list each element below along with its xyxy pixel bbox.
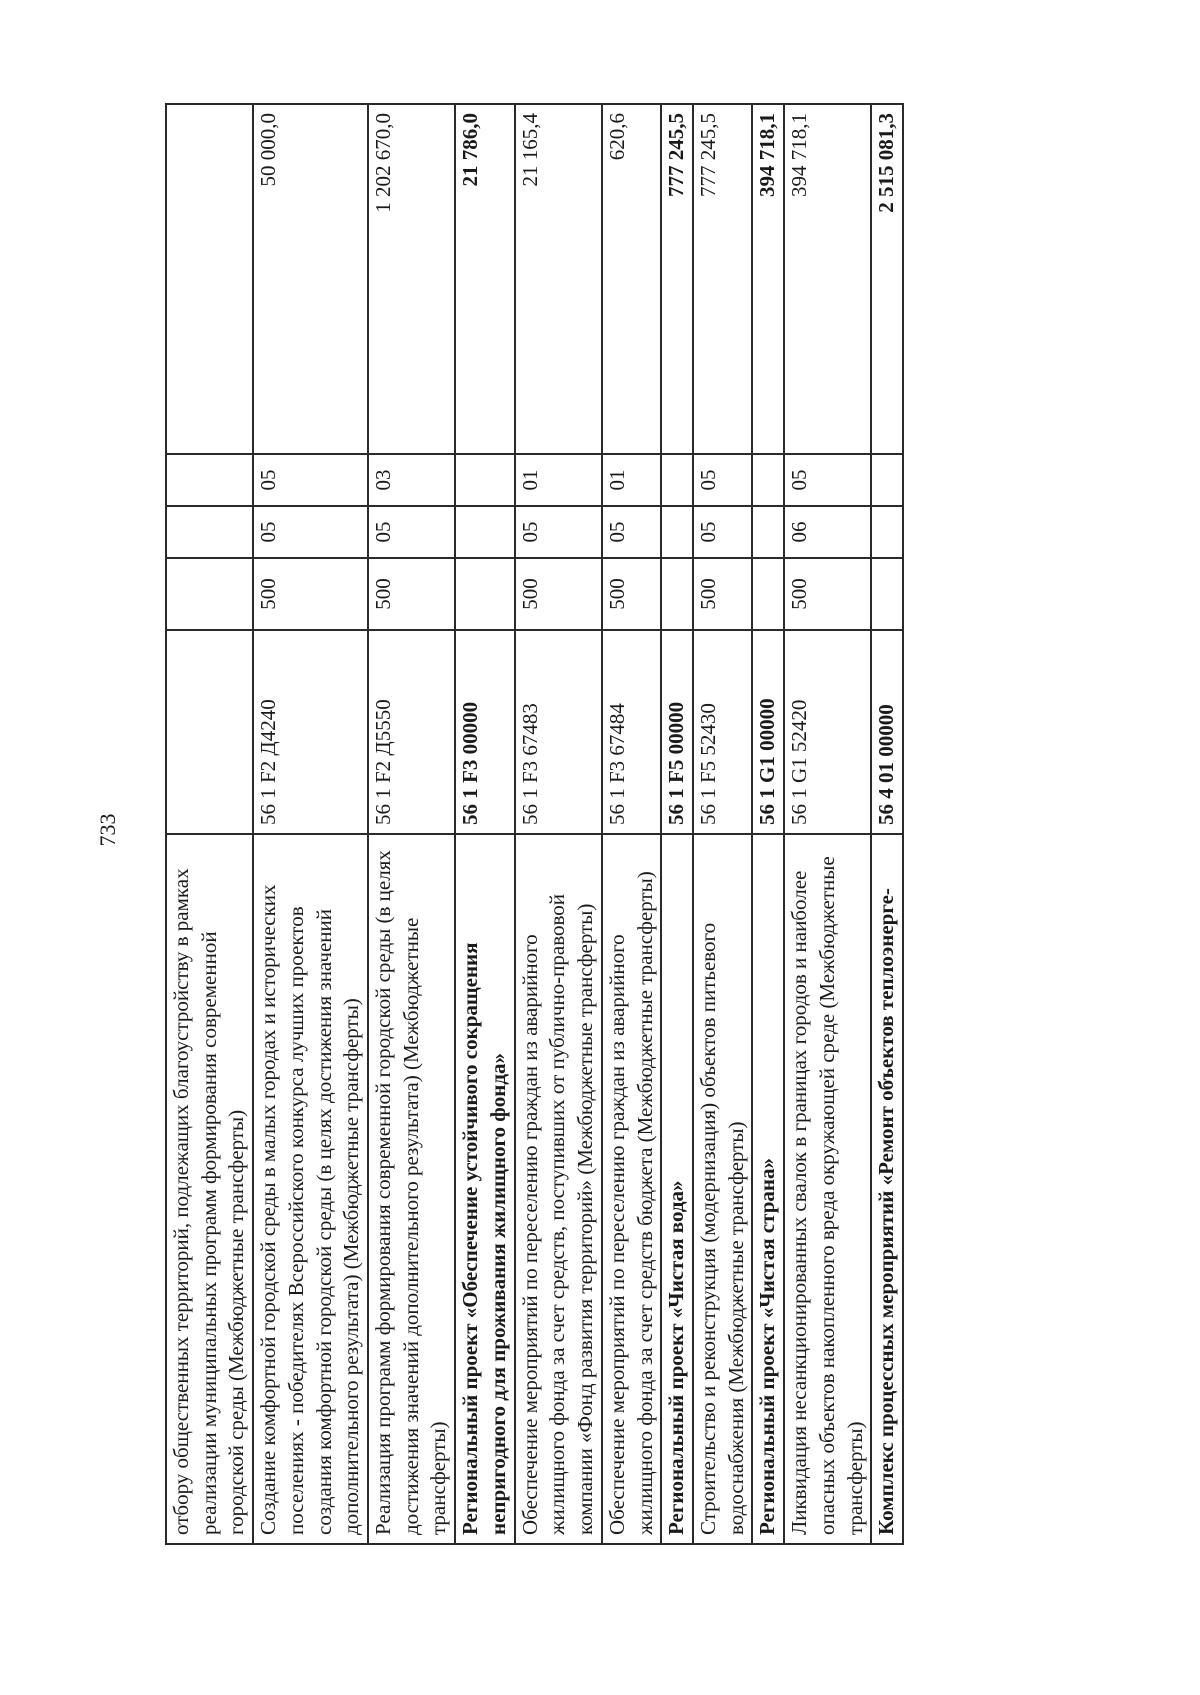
table-row bbox=[602, 104, 661, 1544]
row-section-code bbox=[455, 558, 514, 630]
row-section-code bbox=[166, 558, 253, 630]
row-subsection-code: 05 bbox=[693, 506, 752, 558]
row-subitem-code: 01 bbox=[515, 454, 602, 506]
row-name: Реализация программ формирования современной городской среды (в целях достижения значений дополнительного результата) (Межбюджетные трансферты) bbox=[368, 834, 455, 1544]
row-subsection-code: 06 bbox=[784, 506, 871, 558]
row-amount: 21 165,4 bbox=[515, 104, 602, 454]
row-code: 56 4 01 00000 bbox=[871, 630, 903, 834]
row-subitem-code: 01 bbox=[602, 454, 661, 506]
row-section-code bbox=[871, 558, 903, 630]
row-code: 56 1 F3 00000 bbox=[455, 630, 514, 834]
row-amount: 394 718,1 bbox=[752, 104, 784, 454]
table-row bbox=[455, 104, 514, 1544]
row-subitem-code: 05 bbox=[784, 454, 871, 506]
table-row bbox=[752, 104, 784, 1544]
budget-table bbox=[165, 103, 904, 1545]
row-subitem-code bbox=[661, 454, 693, 506]
table-row bbox=[368, 104, 455, 1544]
table-row bbox=[253, 104, 368, 1544]
row-name: Обеспечение мероприятий по переселению граждан из аварийного жилищного фонда за счет средств бюджета (Межбюджетные трансферты) bbox=[602, 834, 661, 1544]
row-subitem-code: 05 bbox=[253, 454, 368, 506]
row-subsection-code: 05 bbox=[368, 506, 455, 558]
row-code: 56 1 F5 52430 bbox=[693, 630, 752, 834]
row-name: Региональный проект «Чистая вода» bbox=[661, 834, 693, 1544]
row-amount: 1 202 670,0 bbox=[368, 104, 455, 454]
row-name: Ликвидация несанкционированных свалок в границах городов и наиболее опасных объектов накопленного вреда окружающей среде (Межбюджетные трансферты) bbox=[784, 834, 871, 1544]
row-section-code: 500 bbox=[693, 558, 752, 630]
page-number: 733 bbox=[95, 813, 120, 847]
table-row bbox=[871, 104, 903, 1544]
row-amount: 21 786,0 bbox=[455, 104, 514, 454]
row-subitem-code bbox=[166, 454, 253, 506]
row-subsection-code bbox=[166, 506, 253, 558]
row-section-code: 500 bbox=[253, 558, 368, 630]
row-code: 56 1 G1 00000 bbox=[752, 630, 784, 834]
row-section-code: 500 bbox=[602, 558, 661, 630]
table-row bbox=[166, 104, 253, 1544]
table-row bbox=[693, 104, 752, 1544]
row-subsection-code bbox=[455, 506, 514, 558]
row-name: Строительство и реконструкция (модернизация) объектов питьевого водоснабжения (Межбюджетные трансферты) bbox=[693, 834, 752, 1544]
row-amount: 620,6 bbox=[602, 104, 661, 454]
row-code: 56 1 F2 Д5550 bbox=[368, 630, 455, 834]
table-row bbox=[661, 104, 693, 1544]
row-name: Региональный проект «Чистая страна» bbox=[752, 834, 784, 1544]
row-name: отбору общественных территорий, подлежащих благоустройству в рамках реализации муниципальных программ формирования современной городской среды (Межбюджетные трансферты) bbox=[166, 834, 253, 1544]
row-code: 56 1 F5 00000 bbox=[661, 630, 693, 834]
row-subsection-code: 05 bbox=[253, 506, 368, 558]
row-name: Региональный проект «Обеспечение устойчивого сокращения непригодного для проживания жилищного фонда» bbox=[455, 834, 514, 1544]
row-subitem-code: 03 bbox=[368, 454, 455, 506]
row-name: Обеспечение мероприятий по переселению граждан из аварийного жилищного фонда за счет средств, поступивших от публично-правовой компании «Фонд развития территорий» (Межбюджетные трансферты) bbox=[515, 834, 602, 1544]
row-subitem-code bbox=[871, 454, 903, 506]
row-name: Комплекс процессных мероприятий «Ремонт объектов теплоэнерге- bbox=[871, 834, 903, 1544]
table-row bbox=[784, 104, 871, 1544]
row-subsection-code: 05 bbox=[515, 506, 602, 558]
row-amount: 394 718,1 bbox=[784, 104, 871, 454]
row-subitem-code bbox=[455, 454, 514, 506]
row-code: 56 1 F3 67483 bbox=[515, 630, 602, 834]
row-section-code bbox=[661, 558, 693, 630]
row-code: 56 1 G1 52420 bbox=[784, 630, 871, 834]
row-subitem-code: 05 bbox=[693, 454, 752, 506]
row-subsection-code bbox=[871, 506, 903, 558]
table-body bbox=[166, 104, 903, 1544]
row-code bbox=[166, 630, 253, 834]
row-section-code bbox=[752, 558, 784, 630]
row-section-code: 500 bbox=[784, 558, 871, 630]
row-subitem-code bbox=[752, 454, 784, 506]
row-subsection-code bbox=[752, 506, 784, 558]
row-subsection-code bbox=[661, 506, 693, 558]
row-section-code: 500 bbox=[515, 558, 602, 630]
row-subsection-code: 05 bbox=[602, 506, 661, 558]
row-name: Создание комфортной городской среды в малых городах и исторических поселениях - победителях Всероссийского конкурса лучших проектов создания комфортной городской среды (в целях достижения значений дополнительного результата) (Межбюджетные трансферты) bbox=[253, 834, 368, 1544]
row-section-code: 500 bbox=[368, 558, 455, 630]
row-amount: 2 515 081,3 bbox=[871, 104, 903, 454]
table-row bbox=[515, 104, 602, 1544]
row-amount: 777 245,5 bbox=[693, 104, 752, 454]
row-amount: 50 000,0 bbox=[253, 104, 368, 454]
row-amount bbox=[166, 104, 253, 454]
row-amount: 777 245,5 bbox=[661, 104, 693, 454]
row-code: 56 1 F3 67484 bbox=[602, 630, 661, 834]
row-code: 56 1 F2 Д4240 bbox=[253, 630, 368, 834]
